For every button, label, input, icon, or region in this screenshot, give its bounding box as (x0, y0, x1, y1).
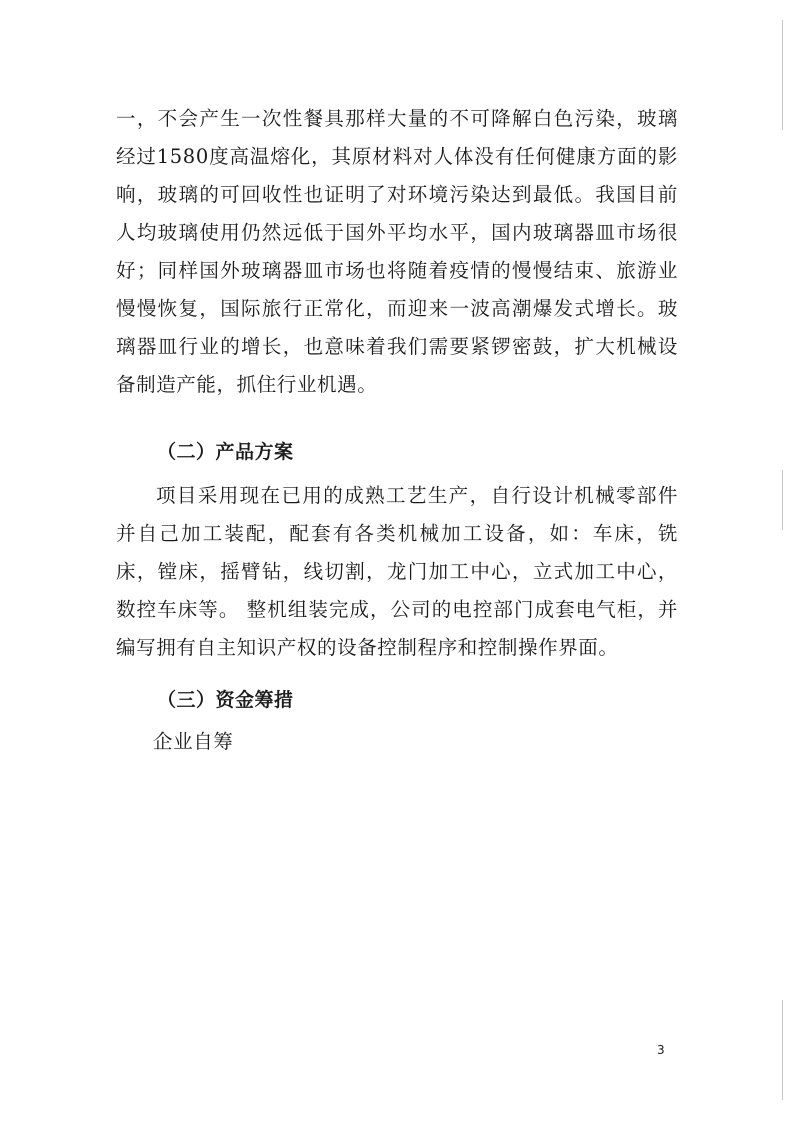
scan-edge-line (782, 1000, 783, 1100)
funding-text: 企业自筹 (153, 730, 234, 753)
body-paragraph-market: 一，不会产生一次性餐具那样大量的不可降解白色污染，玻璃经过1580度高温熔化，其原材料对人体没有任何健康方面的影响，玻璃的可回收性也证明了对环境污染达到最低。我国目前人均玻璃使用仍然远低于国外平均水平，国内玻璃器皿市场很好；同样国外玻璃器皿市场也将随着疫情的慢慢结束、旅游业慢慢恢复，国际旅行正常化，而迎来一波高潮爆发式增长。玻璃器皿行业的增长，也意味着我们需要紧锣密鼓，扩大机械设备制造产能，抓住行业机遇。 (116, 107, 678, 396)
scan-edge-line (782, 20, 783, 130)
section-heading-funding: （三）资金筹措 (157, 689, 294, 711)
body-paragraph-product-plan: 项目采用现在已用的成熟工艺生产，自行设计机械零部件并自己加工装配，配套有各类机械加工设备，如：车床，铣床，镗床，摇臂钻，线切割，龙门加工中心，立式加工中心，数控车床等。 整机组装完成，公司的电控部门成套电气柜，并编写拥有自主知识产权的设备控制程序和控制操作界面。 (116, 484, 678, 659)
scan-edge-line (782, 470, 783, 530)
section-heading-product-plan: （二）产品方案 (157, 441, 294, 463)
page-number: 3 (657, 1043, 665, 1057)
